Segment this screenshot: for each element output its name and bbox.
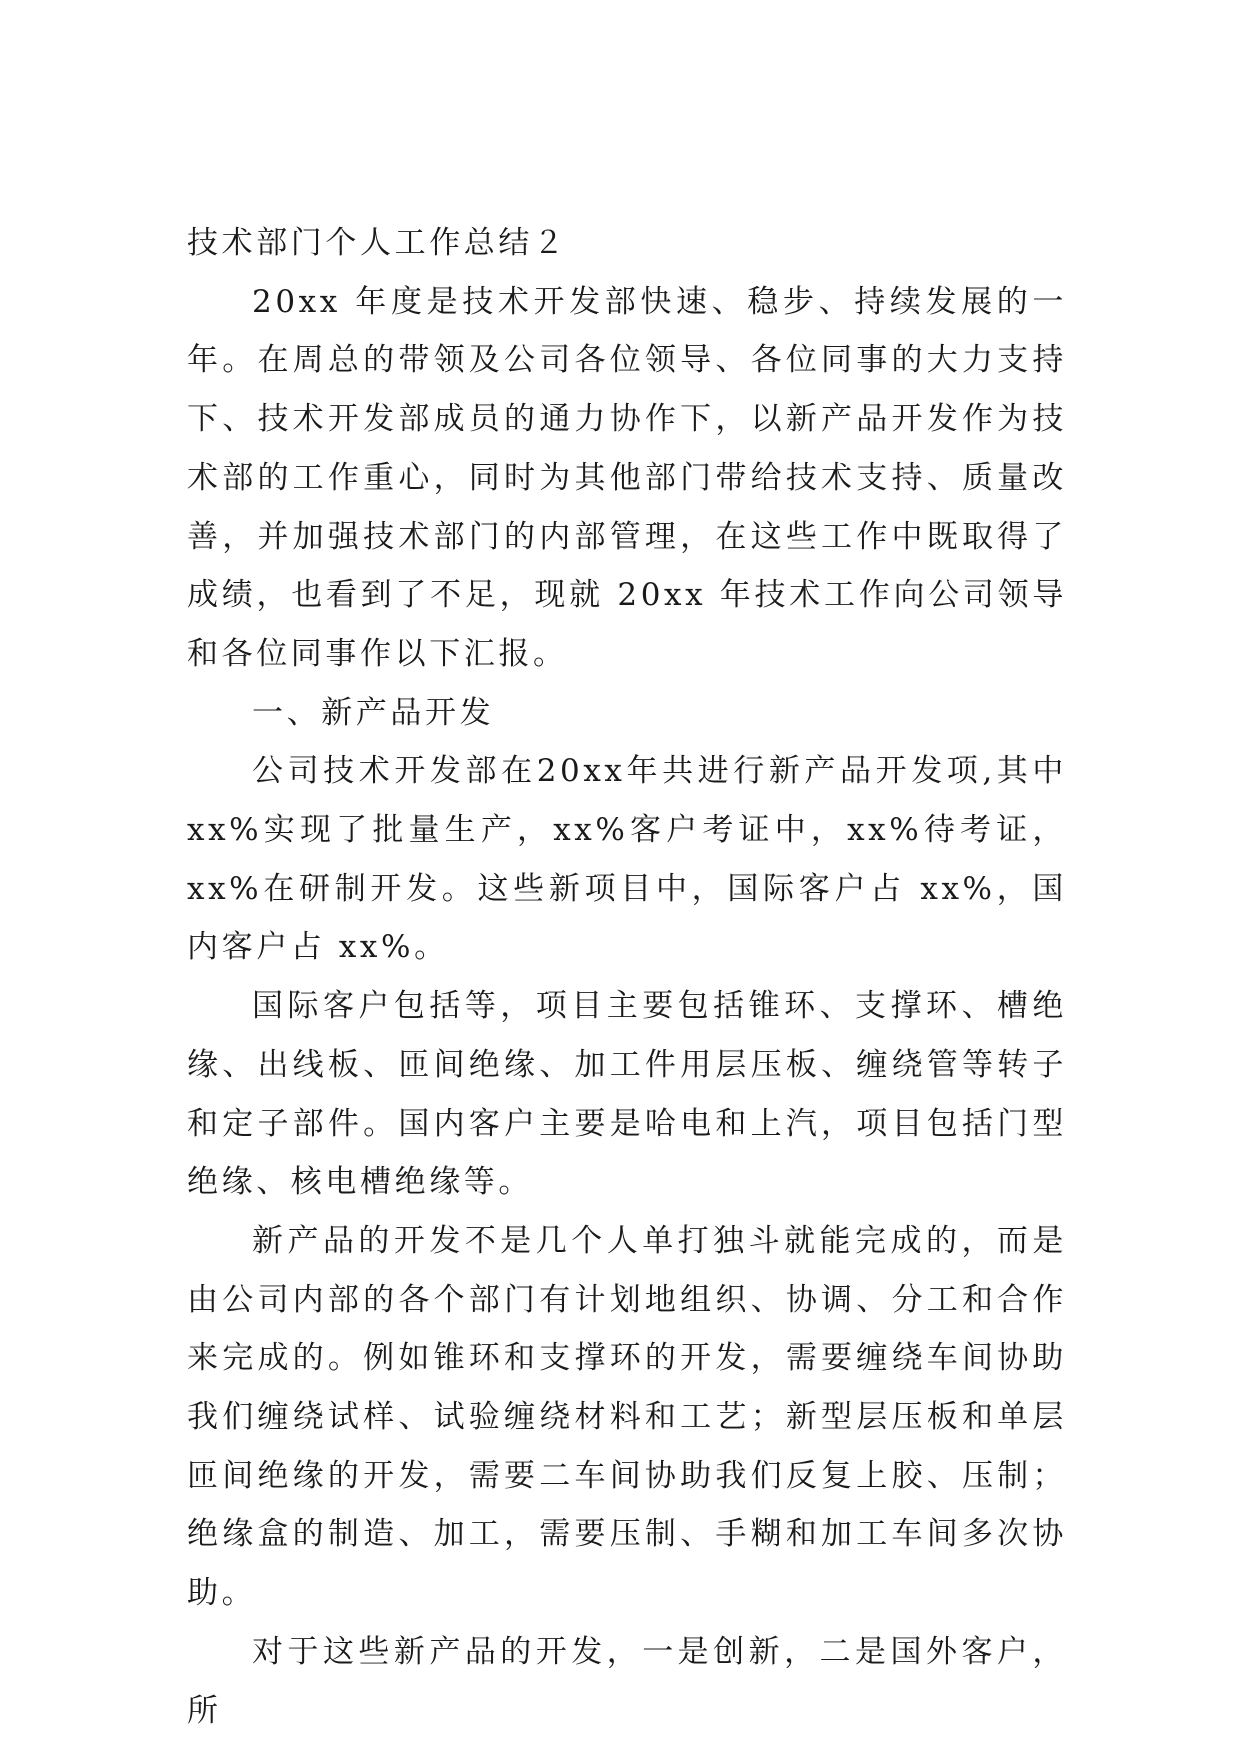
paragraph-projects: 公司技术开发部在20xx年共进行新产品开发项,其中xx%实现了批量生产，xx%客户考证中，xx%待考证，xx%在研制开发。这些新项目中，国际客户占 xx%，国内客户占 xx%。 — [187, 753, 1067, 966]
document-body — [187, 214, 1067, 1740]
paragraph-innovation: 对于这些新产品的开发，一是创新，二是国外客户，所 — [187, 1633, 1067, 1729]
paragraph-customers: 国际客户包括等，项目主要包括锥环、支撑环、槽绝缘、出线板、匝间绝缘、加工件用层压板、缠绕管等转子和定子部件。国内客户主要是哈电和上汽，项目包括门型绝缘、核电槽绝缘等。 — [187, 988, 1067, 1201]
paragraph-intro: 20xx 年度是技术开发部快速、稳步、持续发展的一年。在周总的带领及公司各位领导、各位同事的大力支持下、技术开发部成员的通力协作下，以新产品开发作为技术部的工作重心，同时为其他部门带给技术支持、质量改善，并加强技术部门的内部管理，在这些工作中既取得了成绩，也看到了不足，现就 20xx 年技术工作向公司领导和各位同事作以下汇报。 — [187, 283, 1067, 672]
paragraph-collaboration: 新产品的开发不是几个人单打独斗就能完成的，而是由公司内部的各个部门有计划地组织、协调、分工和合作来完成的。例如锥环和支撑环的开发，需要缠绕车间协助我们缠绕试样、试验缠绕材料和工艺；新型层压板和单层匝间绝缘的开发，需要二车间协助我们反复上胶、压制；绝缘盒的制造、加工，需要压制、手糊和加工车间多次协助。 — [187, 1222, 1067, 1612]
document-title: 技术部门个人工作总结２ — [187, 225, 568, 261]
section-heading-new-product: 一、新产品开发 — [252, 694, 495, 731]
